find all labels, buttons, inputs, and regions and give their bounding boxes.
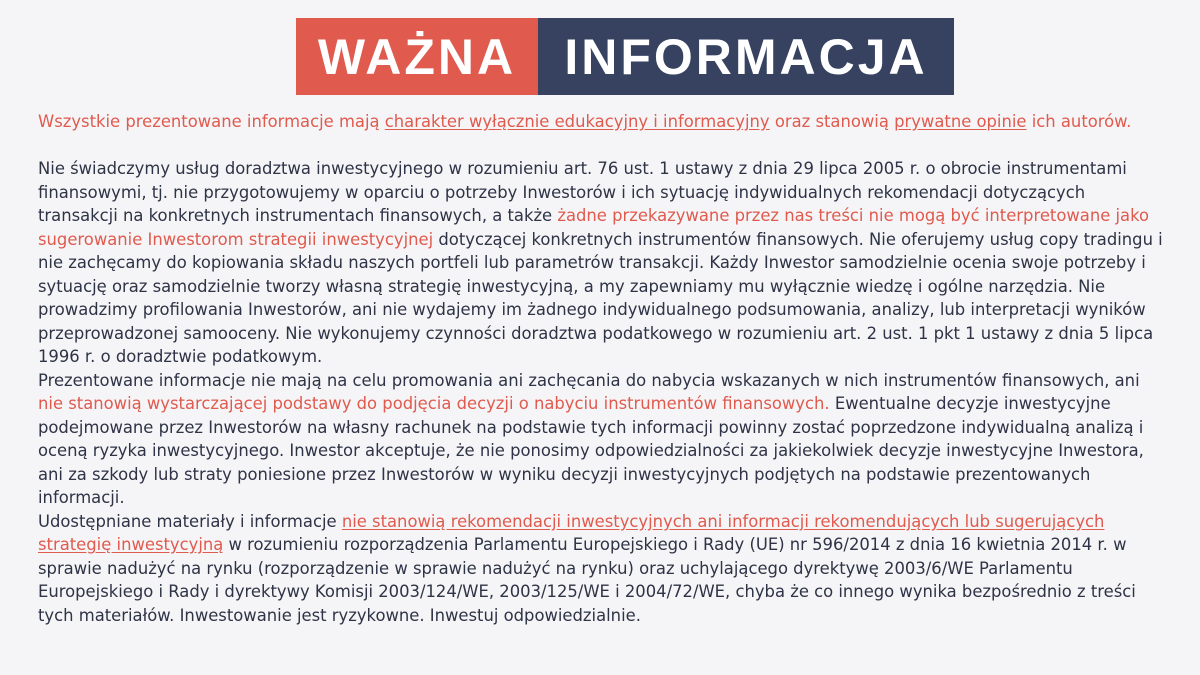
liability-text-2: Ewentualne decyzje inwestycyjne podejmowane przez Inwestorów na własny rachunek na podstawie tych informacji powinny zostać poprzedzone indywidualną analizą i oceną ryzyka inwestycyjnego. Inwestor akceptuje, że nie ponosimy odpowiedzialności za jakiekolwiek decyzje inwestycyjne Inwestora, ani za szkody lub straty poniesione przez Inwestorów w wyniku decyzji inwestycyjnych podjętych na podstawie prezentowanych informacji.: [38, 394, 1144, 507]
intro-text-1: Wszystkie prezentowane informacje mają: [38, 112, 385, 131]
advisory-text-2: dotyczącej konkretnych instrumentów finansowych. Nie oferujemy usług copy tradingu i nie zachęcamy do kopiowania składu naszych portfeli lub parametrów transakcji. Każdy Inwestor samodzielnie ocenia swoje potrzeby i sytuację oraz samodzielnie tworzy własną strategię inwestycyjną, a my zapewniamy mu wyłącznie wiedzę i ogólne narzędzia. Nie prowadzimy profilowania Inwestorów, ani nie wydajemy im żadnego indywidualnego podsumowania, analizy, lub interpretacji wyników przeprowadzonej samooceny. Nie wykonujemy czynności doradztwa podatkowego w rozumieniu art. 2 ust. 1 pkt 1 ustawy z dnia 5 lipca 1996 r. o doradztwie podatkowym.: [38, 229, 1163, 366]
advisory-text-1: Nie świadczymy usług doradztwa inwestycyjnego w rozumieniu art. 76 ust. 1 ustawy z dnia 29 lipca 2005 r. o obrocie instrumentami finansowymi, tj. nie przygotowujemy w oparciu o potrzeby Inwestorów i ich sytuację indywidualnych rekomendacji dotyczących transakcji na konkretnych instrumentach finansowych, a także: [38, 159, 1127, 225]
intro-text-2: oraz stanowią: [769, 112, 895, 131]
liability-highlight: nie stanowią wystarczającej podstawy do podjęcia decyzji o nabyciu instrumentów finansowych.: [38, 394, 830, 413]
advisory-paragraph: [38, 157, 1168, 369]
advisory-highlight: żadne przekazywane przez nas treści nie mogą być interpretowane jako sugerowanie Inwestorom strategii inwestycyjnej: [38, 206, 1150, 249]
liability-text-1: Prezentowane informacje nie mają na celu promowania ani zachęcania do nabycia wskazanych w nich instrumentów finansowych, ani: [38, 370, 1140, 390]
title-banner: [296, 18, 954, 95]
regulation-text-2: w rozumieniu rozporządzenia Parlamentu Europejskiego i Rady (UE) nr 596/2014 z dnia 16 kwietnia 2014 r. w sprawie nadużyć na rynku (rozporządzenie w sprawie nadużyć na rynku) oraz uchylającego dyrektywę 2003/6/WE Parlamentu Europejskiego i Rady i dyrektywy Komisji 2003/124/WE, 2003/125/WE i 2004/72/WE, chyba że co innego wynika bezpośrednio z treści tych materiałów. Inwestowanie jest ryzykowne. Inwestuj odpowiedzialnie.: [38, 535, 1136, 625]
liability-paragraph: [38, 369, 1168, 510]
regulation-underlined-highlight: nie stanowią rekomendacji inwestycyjnych ani informacji rekomendujących lub sugerujących strategię inwestycyjną: [38, 511, 1105, 554]
intro-underlined-private-opinions: prywatne opinie: [894, 112, 1027, 131]
intro-text-3: ich autorów.: [1026, 112, 1132, 131]
intro-paragraph: [38, 110, 1168, 134]
intro-underlined-educational: charakter wyłącznie edukacyjny i informacyjny: [384, 112, 770, 131]
regulation-text-1: Udostępniane materiały i informacje: [38, 511, 342, 531]
disclaimer-body: [38, 110, 1168, 627]
banner-word-wazna: WAŻNA: [296, 18, 538, 95]
banner-word-informacja: INFORMACJA: [538, 18, 954, 95]
regulation-paragraph: [38, 510, 1168, 628]
